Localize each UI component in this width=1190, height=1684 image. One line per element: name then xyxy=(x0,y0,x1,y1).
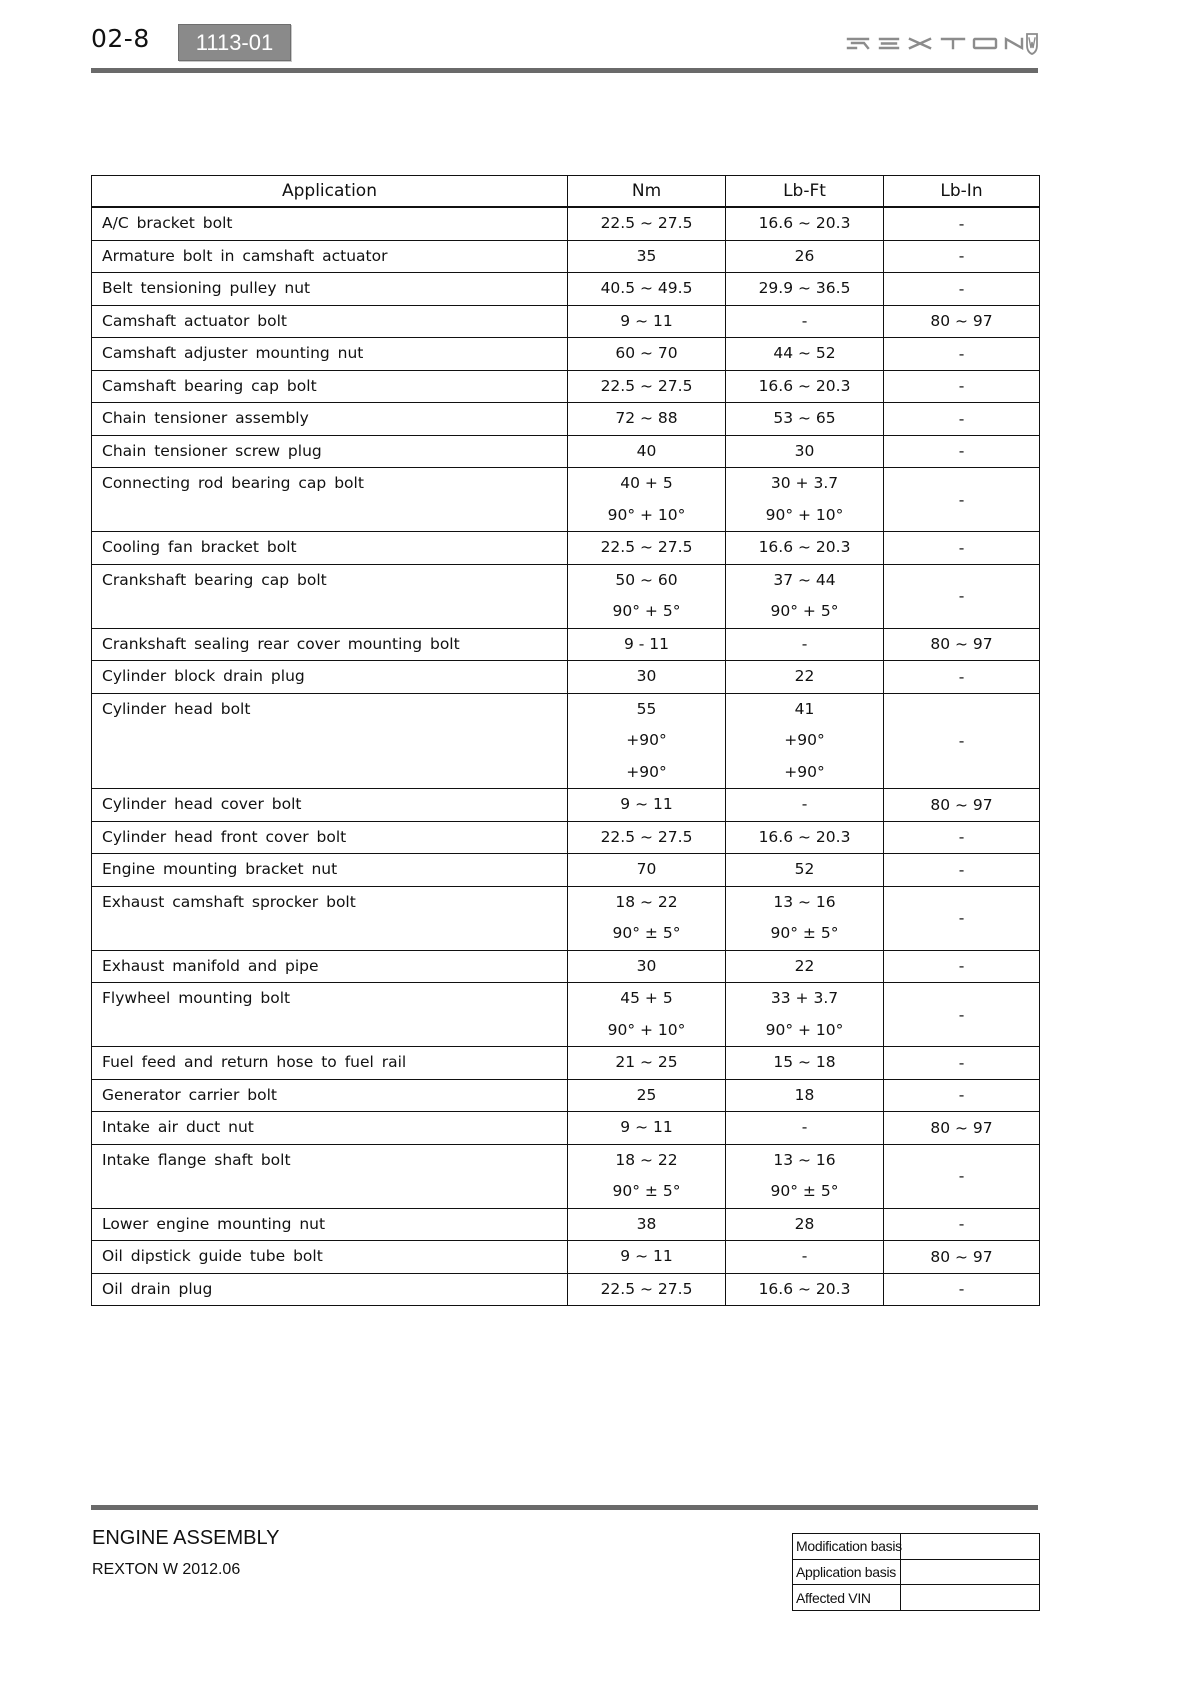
application-cell xyxy=(92,821,568,854)
lbin-value: - xyxy=(884,1047,1040,1080)
application-cell xyxy=(92,1112,568,1145)
application-text: Exhaust manifold and pipe xyxy=(102,956,319,975)
lbft-value: 33 + 3.7 xyxy=(770,989,839,1007)
lbft-value: 13 ~ 16 xyxy=(773,1150,836,1169)
application-text: Chain tensioner screw plug xyxy=(102,441,322,460)
nm-cell xyxy=(568,564,726,628)
lbft-value: 16.6 ~ 20.3 xyxy=(758,214,851,232)
application-text: A/C bracket bolt xyxy=(102,214,233,232)
nm-cell xyxy=(568,1079,726,1112)
nm-cell xyxy=(568,983,726,1047)
application-cell xyxy=(92,693,568,789)
application-text: Camshaft actuator bolt xyxy=(102,311,287,330)
lbft-value: 22 xyxy=(794,956,815,975)
application-cell xyxy=(92,207,568,240)
lbft-value: - xyxy=(801,795,808,813)
lbft-value: - xyxy=(801,311,808,330)
nm-cell xyxy=(568,370,726,403)
nm-value: 21 ~ 25 xyxy=(615,1053,678,1071)
nm-value: 60 ~ 70 xyxy=(615,344,678,362)
table-row xyxy=(92,628,1040,661)
lbin-value: - xyxy=(884,886,1040,950)
application-cell xyxy=(92,532,568,565)
lbin-value: - xyxy=(884,273,1040,306)
lbft-cell xyxy=(726,854,884,887)
lbft-cell xyxy=(726,886,884,950)
application-cell xyxy=(92,338,568,371)
nm-cell xyxy=(568,338,726,371)
nm-cell xyxy=(568,305,726,338)
lbft-value: 15 ~ 18 xyxy=(773,1053,836,1071)
nm-value: 38 xyxy=(636,1214,657,1233)
application-text: Armature bolt in camshaft actuator xyxy=(102,246,388,265)
nm-cell xyxy=(568,435,726,468)
application-cell xyxy=(92,886,568,950)
table-row xyxy=(92,1241,1040,1274)
mod-label: Application basis xyxy=(793,1559,901,1585)
nm-value: +90° xyxy=(626,762,667,781)
table-row xyxy=(92,1047,1040,1080)
lbft-value: 26 xyxy=(794,246,815,265)
application-cell xyxy=(92,1047,568,1080)
footer-rule xyxy=(91,1505,1038,1510)
lbft-cell xyxy=(726,1144,884,1208)
nm-value: 45 + 5 xyxy=(620,989,673,1007)
nm-value: 70 xyxy=(636,860,657,878)
lbft-value: 53 ~ 65 xyxy=(773,409,836,427)
table-row xyxy=(92,1079,1040,1112)
torque-spec-table xyxy=(91,175,1040,1306)
application-cell xyxy=(92,273,568,306)
nm-cell xyxy=(568,532,726,565)
table-row xyxy=(92,821,1040,854)
lbin-value: - xyxy=(884,1273,1040,1306)
lbft-cell xyxy=(726,661,884,694)
lbin-value: - xyxy=(884,240,1040,273)
lbin-value: - xyxy=(884,532,1040,565)
nm-cell xyxy=(568,854,726,887)
application-cell xyxy=(92,628,568,661)
lbin-value: - xyxy=(884,693,1040,789)
table-row xyxy=(92,950,1040,983)
lbft-cell xyxy=(726,207,884,240)
application-text: Cylinder head cover bolt xyxy=(102,795,302,813)
application-cell xyxy=(92,435,568,468)
nm-value: 22.5 ~ 27.5 xyxy=(600,827,693,846)
nm-value: 90° ± 5° xyxy=(612,924,681,942)
lbft-value: 44 ~ 52 xyxy=(773,344,836,362)
lbft-value: 22 xyxy=(794,667,815,685)
lbin-value: - xyxy=(884,403,1040,436)
lbft-cell xyxy=(726,693,884,789)
application-text: Oil dipstick guide tube bolt xyxy=(102,1247,323,1265)
application-text: Engine mounting bracket nut xyxy=(102,860,338,878)
mod-value xyxy=(901,1585,1040,1611)
application-text: Oil drain plug xyxy=(102,1279,213,1298)
nm-cell xyxy=(568,1273,726,1306)
lbin-value: 80 ~ 97 xyxy=(884,305,1040,338)
lbft-value: - xyxy=(801,634,808,653)
lbft-value: 18 xyxy=(794,1085,815,1104)
lbin-value: - xyxy=(884,950,1040,983)
nm-value: 55 xyxy=(636,699,657,718)
nm-cell xyxy=(568,240,726,273)
lbft-value: 52 xyxy=(794,860,815,878)
lbft-cell xyxy=(726,983,884,1047)
nm-cell xyxy=(568,628,726,661)
application-text: Cylinder head front cover bolt xyxy=(102,827,347,846)
nm-value: 40 + 5 xyxy=(620,474,673,492)
lbin-value: - xyxy=(884,1079,1040,1112)
lbin-value: - xyxy=(884,983,1040,1047)
nm-value: 40.5 ~ 49.5 xyxy=(600,279,693,297)
nm-value: 25 xyxy=(636,1085,657,1104)
lbft-cell xyxy=(726,338,884,371)
column-header-nm: Nm xyxy=(568,176,726,208)
lbft-value: 16.6 ~ 20.3 xyxy=(758,827,851,846)
table-row xyxy=(92,564,1040,628)
nm-cell xyxy=(568,1208,726,1241)
footer-section-title: ENGINE ASSEMBLY xyxy=(92,1527,280,1549)
lbft-cell xyxy=(726,532,884,565)
lbft-value: 29.9 ~ 36.5 xyxy=(758,279,851,297)
nm-cell xyxy=(568,403,726,436)
application-cell xyxy=(92,1144,568,1208)
application-cell xyxy=(92,983,568,1047)
nm-cell xyxy=(568,273,726,306)
application-text: Exhaust camshaft sprocker bolt xyxy=(102,892,356,911)
lbft-value: 28 xyxy=(794,1214,815,1233)
application-text: Intake air duct nut xyxy=(102,1118,254,1136)
nm-cell xyxy=(568,886,726,950)
mod-row-modification xyxy=(793,1534,1040,1560)
table-row xyxy=(92,983,1040,1047)
lbin-value: - xyxy=(884,564,1040,628)
lbin-value: - xyxy=(884,1144,1040,1208)
rexton-logo-icon xyxy=(846,30,1038,56)
lbft-value: - xyxy=(801,1247,808,1265)
nm-value: 90° ± 5° xyxy=(612,1182,681,1200)
nm-cell xyxy=(568,1144,726,1208)
lbin-value: - xyxy=(884,1208,1040,1241)
lbft-cell xyxy=(726,628,884,661)
mod-value xyxy=(901,1534,1040,1560)
nm-value: 35 xyxy=(636,246,657,265)
application-text: Crankshaft bearing cap bolt xyxy=(102,570,327,589)
lbft-value: 16.6 ~ 20.3 xyxy=(758,538,851,556)
nm-value: 90° + 10° xyxy=(607,1020,686,1039)
nm-cell xyxy=(568,821,726,854)
nm-cell xyxy=(568,1112,726,1145)
nm-value: 9 ~ 11 xyxy=(620,1118,673,1136)
table-row xyxy=(92,435,1040,468)
application-text: Crankshaft sealing rear cover mounting bolt xyxy=(102,634,460,653)
lbin-value: - xyxy=(884,435,1040,468)
table-row xyxy=(92,305,1040,338)
nm-cell xyxy=(568,950,726,983)
application-text: Fuel feed and return hose to fuel rail xyxy=(102,1053,407,1071)
table-row xyxy=(92,403,1040,436)
lbft-cell xyxy=(726,1273,884,1306)
nm-value: 22.5 ~ 27.5 xyxy=(600,376,693,395)
lbft-value: +90° xyxy=(784,731,825,749)
nm-value: 22.5 ~ 27.5 xyxy=(600,538,693,556)
lbft-value: - xyxy=(801,1118,808,1136)
table-row xyxy=(92,854,1040,887)
application-cell xyxy=(92,950,568,983)
application-cell xyxy=(92,1273,568,1306)
nm-cell xyxy=(568,789,726,822)
lbft-cell xyxy=(726,950,884,983)
lbft-cell xyxy=(726,564,884,628)
lbin-value: 80 ~ 97 xyxy=(884,789,1040,822)
lbft-cell xyxy=(726,305,884,338)
application-text: Cooling fan bracket bolt xyxy=(102,538,297,556)
application-cell xyxy=(92,370,568,403)
lbft-cell xyxy=(726,789,884,822)
nm-cell xyxy=(568,207,726,240)
application-text: Lower engine mounting nut xyxy=(102,1214,326,1233)
table-row xyxy=(92,338,1040,371)
lbft-cell xyxy=(726,821,884,854)
table-row xyxy=(92,1112,1040,1145)
mod-row-vin xyxy=(793,1585,1040,1611)
nm-value: 30 xyxy=(636,956,657,975)
column-header-lbin: Lb-In xyxy=(884,176,1040,208)
table-row xyxy=(92,532,1040,565)
table-row xyxy=(92,1144,1040,1208)
lbft-value: 30 xyxy=(794,441,815,460)
table-row xyxy=(92,1273,1040,1306)
lbft-cell xyxy=(726,1112,884,1145)
application-text: Cylinder head bolt xyxy=(102,699,251,718)
nm-cell xyxy=(568,1047,726,1080)
mod-label: Affected VIN xyxy=(793,1585,901,1611)
application-text: Belt tensioning pulley nut xyxy=(102,279,311,297)
table-body xyxy=(92,207,1040,1306)
header-rule xyxy=(91,68,1038,73)
nm-value: 18 ~ 22 xyxy=(615,1150,678,1169)
table-row xyxy=(92,661,1040,694)
application-text: Flywheel mounting bolt xyxy=(102,989,291,1007)
nm-value: 9 ~ 11 xyxy=(620,311,673,330)
application-cell xyxy=(92,661,568,694)
nm-value: 9 - 11 xyxy=(623,634,670,653)
lbft-cell xyxy=(726,468,884,532)
lbft-value: 90° + 10° xyxy=(765,505,844,524)
table-row xyxy=(92,370,1040,403)
application-text: Cylinder block drain plug xyxy=(102,667,305,685)
nm-value: +90° xyxy=(626,731,667,749)
lbft-value: 13 ~ 16 xyxy=(773,892,836,911)
nm-value: 30 xyxy=(636,667,657,685)
lbft-cell xyxy=(726,403,884,436)
nm-cell xyxy=(568,468,726,532)
lbin-value: 80 ~ 97 xyxy=(884,1112,1040,1145)
lbft-cell xyxy=(726,240,884,273)
nm-value: 40 xyxy=(636,441,657,460)
lbin-value: - xyxy=(884,821,1040,854)
table-row xyxy=(92,468,1040,532)
page-number: 02-8 xyxy=(91,24,150,53)
lbft-cell xyxy=(726,1079,884,1112)
application-cell xyxy=(92,403,568,436)
lbft-value: 30 + 3.7 xyxy=(770,474,839,492)
application-text: Camshaft bearing cap bolt xyxy=(102,376,317,395)
nm-value: 9 ~ 11 xyxy=(620,795,673,813)
lbft-value: 90° ± 5° xyxy=(770,924,839,942)
nm-value: 72 ~ 88 xyxy=(615,409,678,427)
nm-value: 50 ~ 60 xyxy=(615,570,678,589)
lbft-value: 90° ± 5° xyxy=(770,1182,839,1200)
application-text: Connecting rod bearing cap bolt xyxy=(102,474,364,492)
column-header-application: Application xyxy=(92,176,568,208)
application-cell xyxy=(92,1241,568,1274)
lbft-value: 37 ~ 44 xyxy=(773,570,836,589)
table-row xyxy=(92,1208,1040,1241)
lbin-value: 80 ~ 97 xyxy=(884,1241,1040,1274)
lbft-cell xyxy=(726,1047,884,1080)
nm-value: 9 ~ 11 xyxy=(620,1247,673,1265)
table-row xyxy=(92,273,1040,306)
table-row xyxy=(92,886,1040,950)
lbin-value: - xyxy=(884,370,1040,403)
lbin-value: 80 ~ 97 xyxy=(884,628,1040,661)
lbft-cell xyxy=(726,1208,884,1241)
lbin-value: - xyxy=(884,207,1040,240)
table-row xyxy=(92,789,1040,822)
application-cell xyxy=(92,305,568,338)
lbft-value: 16.6 ~ 20.3 xyxy=(758,1279,851,1298)
lbft-value: 90° + 10° xyxy=(765,1020,844,1039)
nm-cell xyxy=(568,693,726,789)
lbft-cell xyxy=(726,1241,884,1274)
application-text: Generator carrier bolt xyxy=(102,1085,277,1104)
application-cell xyxy=(92,789,568,822)
lbin-value: - xyxy=(884,338,1040,371)
application-text: Camshaft adjuster mounting nut xyxy=(102,344,364,362)
lbft-cell xyxy=(726,435,884,468)
lbin-value: - xyxy=(884,854,1040,887)
nm-value: 18 ~ 22 xyxy=(615,892,678,911)
mod-row-application xyxy=(793,1559,1040,1585)
nm-value: 90° + 5° xyxy=(612,602,681,620)
nm-cell xyxy=(568,1241,726,1274)
mod-value xyxy=(901,1559,1040,1585)
nm-value: 90° + 10° xyxy=(607,505,686,524)
application-cell xyxy=(92,564,568,628)
modification-info-table xyxy=(792,1533,1040,1611)
document-code-badge: 1113-01 xyxy=(178,24,291,61)
application-cell xyxy=(92,240,568,273)
footer-model-date: REXTON W 2012.06 xyxy=(92,1561,241,1578)
application-cell xyxy=(92,1079,568,1112)
application-cell xyxy=(92,854,568,887)
application-text: Intake flange shaft bolt xyxy=(102,1150,291,1169)
table-header-row xyxy=(92,176,1040,208)
table-row xyxy=(92,240,1040,273)
nm-cell xyxy=(568,661,726,694)
lbft-cell xyxy=(726,273,884,306)
lbft-cell xyxy=(726,370,884,403)
nm-value: 22.5 ~ 27.5 xyxy=(600,1279,693,1298)
lbin-value: - xyxy=(884,468,1040,532)
nm-value: 22.5 ~ 27.5 xyxy=(600,214,693,232)
application-cell xyxy=(92,1208,568,1241)
mod-label: Modification basis xyxy=(793,1534,901,1560)
application-cell xyxy=(92,468,568,532)
lbin-value: - xyxy=(884,661,1040,694)
table-row xyxy=(92,693,1040,789)
table-row xyxy=(92,207,1040,240)
lbft-value: 41 xyxy=(794,699,815,718)
lbft-value: 90° + 5° xyxy=(770,602,839,620)
column-header-lbft: Lb-Ft xyxy=(726,176,884,208)
lbft-value: +90° xyxy=(784,762,825,781)
lbft-value: 16.6 ~ 20.3 xyxy=(758,376,851,395)
application-text: Chain tensioner assembly xyxy=(102,409,309,427)
